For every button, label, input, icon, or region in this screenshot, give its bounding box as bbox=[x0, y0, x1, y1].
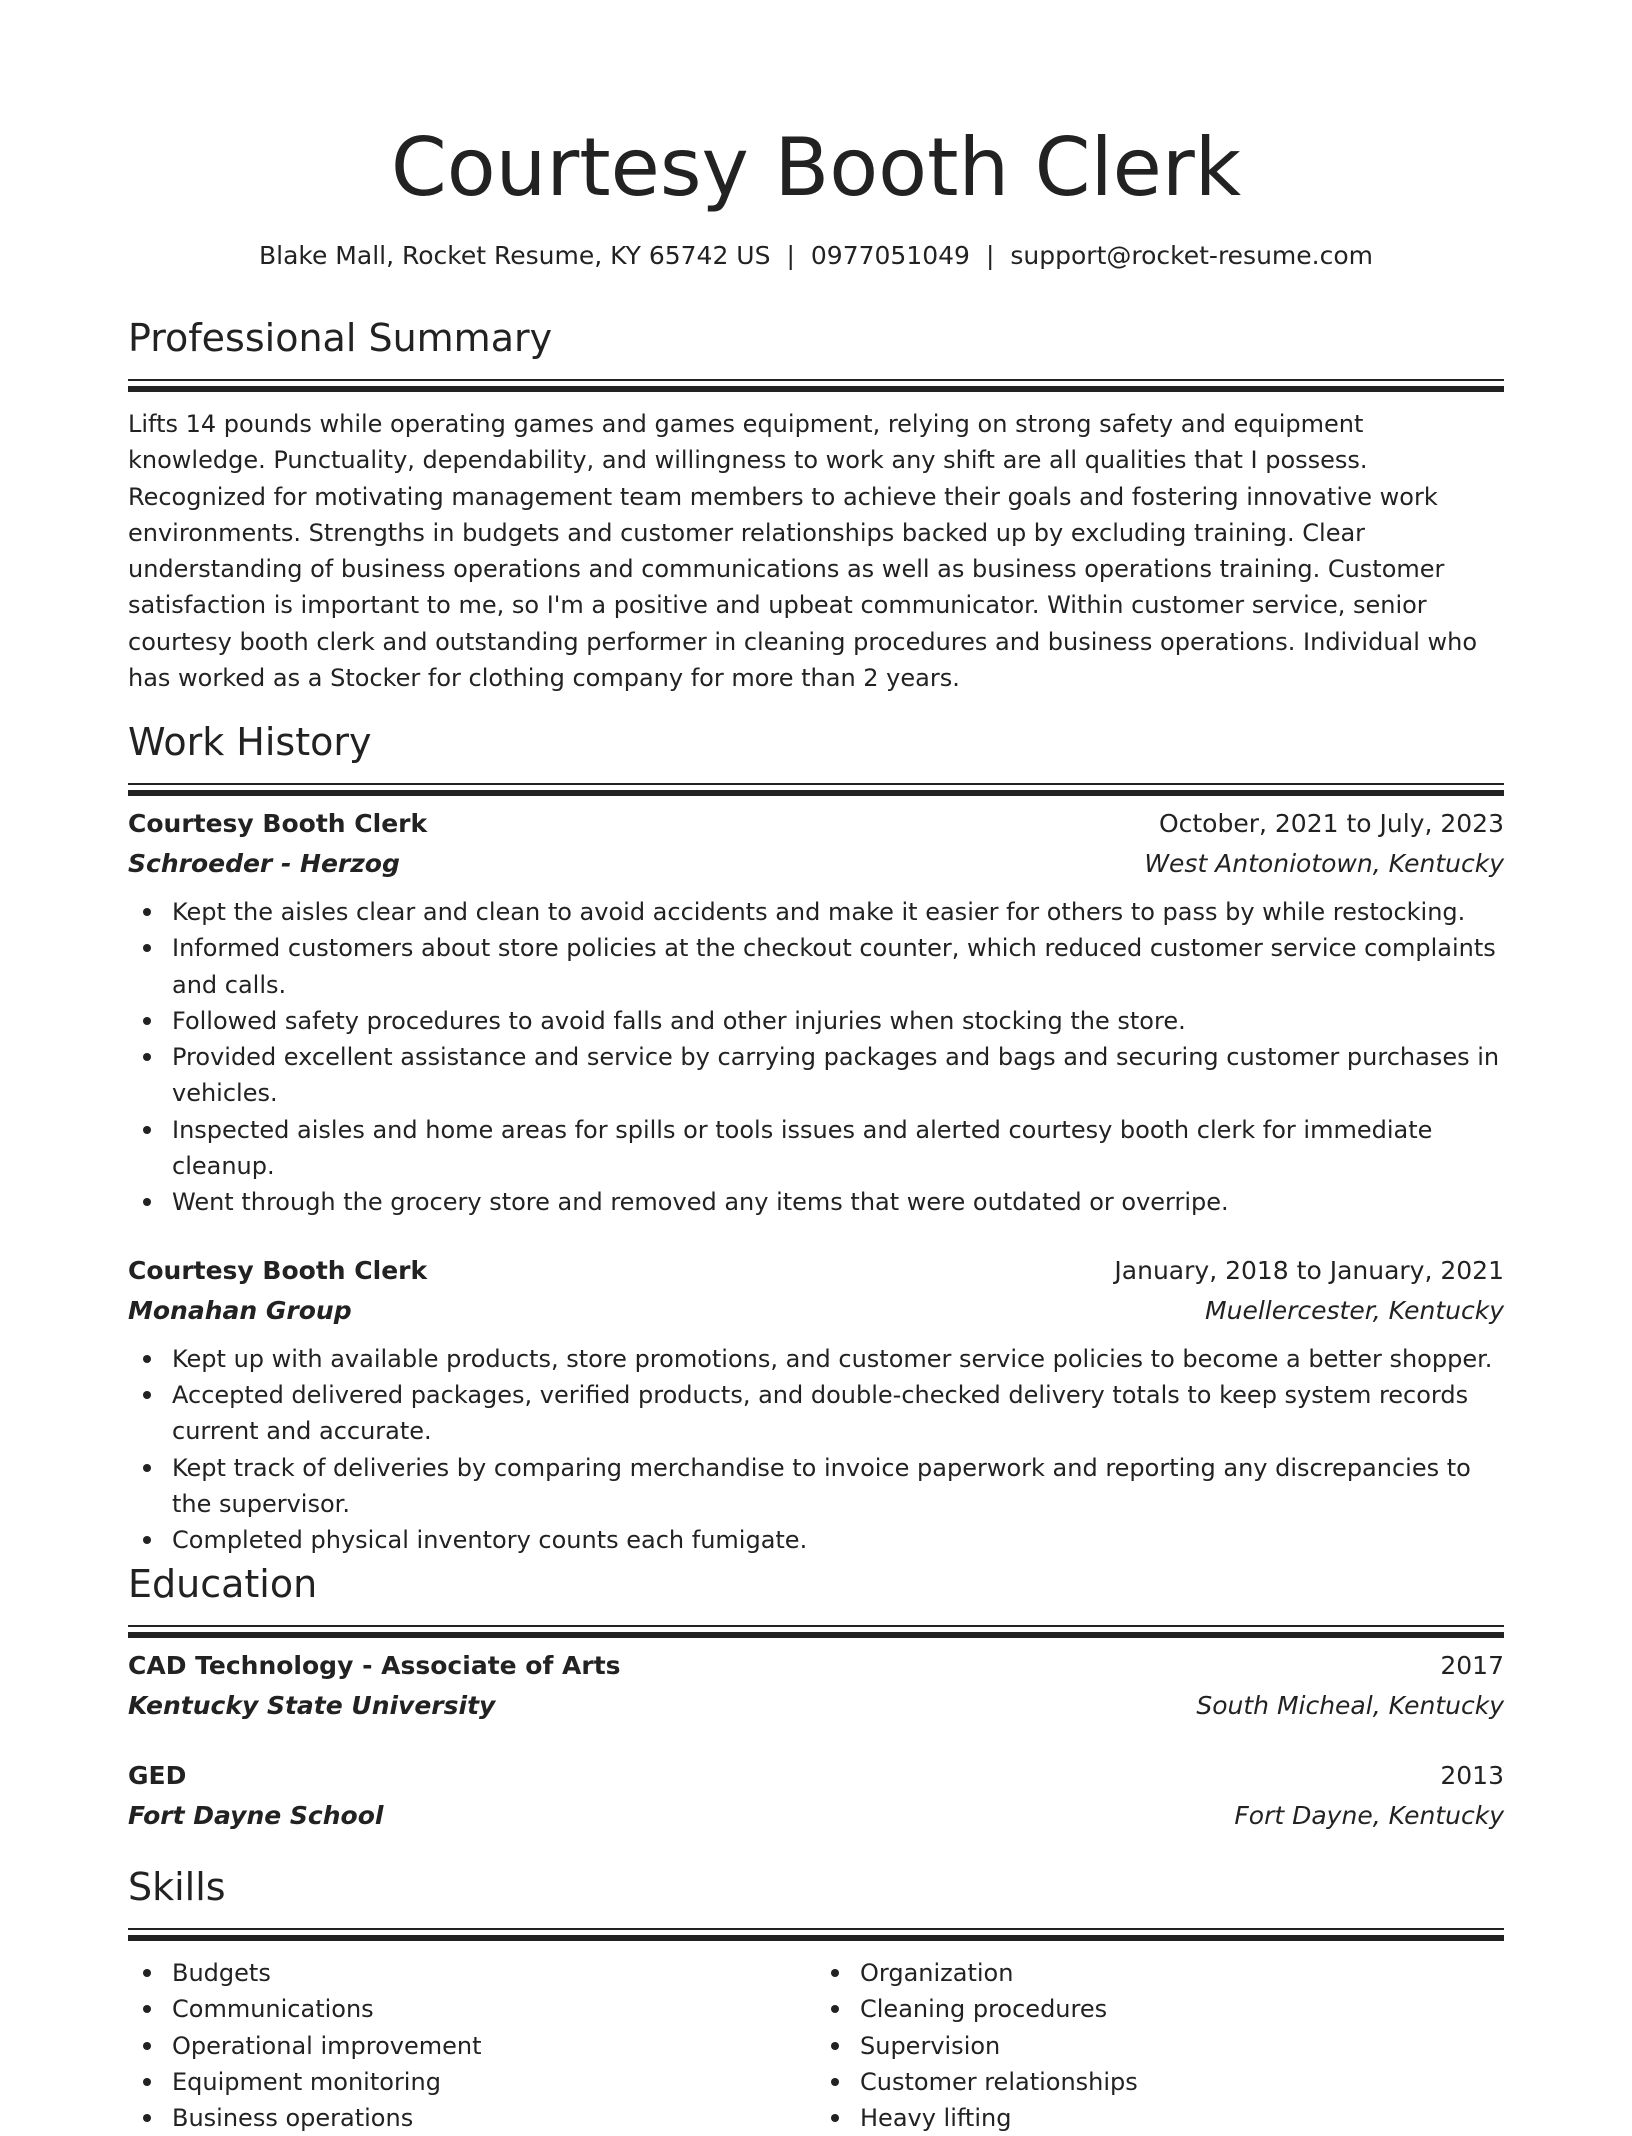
section-title-summary: Professional Summary bbox=[128, 316, 553, 360]
education-degree: CAD Technology - Associate of Arts bbox=[128, 1651, 621, 1680]
list-item: Inspected aisles and home areas for spills or tools issues and alerted courtesy booth clerk for immediate cleanup. bbox=[172, 1112, 1504, 1185]
job-dates: October, 2021 to July, 2023 bbox=[1158, 809, 1504, 838]
job-position: Courtesy Booth Clerk bbox=[128, 1255, 428, 1285]
list-item: Went through the grocery store and removed any items that were outdated or overripe. bbox=[172, 1184, 1504, 1220]
contact-address: Blake Mall, Rocket Resume, KY 65742 US bbox=[258, 241, 771, 270]
job-header-row bbox=[128, 804, 1504, 844]
skill-item: Budgets bbox=[172, 1955, 816, 1991]
job-bullets bbox=[128, 894, 1504, 1221]
education-degree-row bbox=[128, 1646, 1504, 1686]
education-location: Fort Dayne, Kentucky bbox=[1234, 1801, 1504, 1830]
contact-email: support@rocket-resume.com bbox=[1010, 241, 1374, 270]
section-rule bbox=[128, 379, 1504, 392]
section-title-skills: Skills bbox=[128, 1865, 226, 1909]
job-entry bbox=[128, 804, 1504, 1221]
list-item: Kept up with available products, store promotions, and customer service policies to become a better shopper. bbox=[172, 1341, 1504, 1377]
skills-list-left bbox=[128, 1955, 816, 2136]
job-dates: January, 2018 to January, 2021 bbox=[1114, 1255, 1504, 1285]
skill-item: Heavy lifting bbox=[860, 2100, 1504, 2136]
section-rule bbox=[128, 1625, 1504, 1638]
list-item: Accepted delivered packages, verified products, and double-checked delivery totals to keep system records current and accurate. bbox=[172, 1377, 1504, 1450]
education-entry bbox=[128, 1756, 1504, 1836]
summary-text: Lifts 14 pounds while operating games and games equipment, relying on strong safety and equipment knowledge. Punctuality, dependability, and willingness to work any shift are all qualities that I possess. Recognized for motivating management team members to achieve their goals and fostering innovative work environments. Strengths in budgets and customer relationships backed up by excluding training. Clear understanding of business operations and communications as well as business operations training. Customer satisfaction is important to me, so I'm a positive and upbeat communicator. Within customer service, senior courtesy booth clerk and outstanding performer in cleaning procedures and business operations. Individual who has worked as a Stocker for clothing company for more than 2 years. bbox=[128, 410, 1478, 693]
summary-section bbox=[128, 313, 1504, 696]
job-company: Schroeder - Herzog bbox=[128, 849, 400, 878]
education-school-row bbox=[128, 1686, 1504, 1726]
skill-item: Equipment monitoring bbox=[172, 2064, 816, 2100]
job-position: Courtesy Booth Clerk bbox=[128, 809, 428, 838]
education-school: Kentucky State University bbox=[128, 1691, 496, 1720]
list-item: Followed safety procedures to avoid falls and other injuries when stocking the store. bbox=[172, 1003, 1504, 1039]
section-rule bbox=[128, 783, 1504, 796]
job-company: Monahan Group bbox=[128, 1295, 352, 1325]
list-item: Provided excellent assistance and service by carrying packages and bags and securing customer purchases in vehicles. bbox=[172, 1039, 1504, 1112]
job-header-row bbox=[128, 1251, 1504, 1291]
education-degree: GED bbox=[128, 1761, 187, 1790]
contact-phone: 0977051049 bbox=[810, 241, 970, 270]
skills-list-right bbox=[816, 1955, 1504, 2136]
education-entry bbox=[128, 1646, 1504, 1726]
job-company-row bbox=[128, 844, 1504, 884]
skill-item: Operational improvement bbox=[172, 2028, 816, 2064]
skill-item: Cleaning procedures bbox=[860, 1991, 1504, 2027]
job-company-row bbox=[128, 1291, 1504, 1331]
skill-item: Supervision bbox=[860, 2028, 1504, 2064]
education-school-row bbox=[128, 1796, 1504, 1836]
skill-item: Business operations bbox=[172, 2100, 816, 2136]
job-entry bbox=[128, 1251, 1504, 1559]
list-item: Informed customers about store policies at the checkout counter, which reduced customer service complaints and calls. bbox=[172, 930, 1504, 1003]
contact-separator: | bbox=[985, 241, 995, 270]
skill-item: Organization bbox=[860, 1955, 1504, 1991]
skill-item: Customer relationships bbox=[860, 2064, 1504, 2100]
education-location: South Micheal, Kentucky bbox=[1196, 1691, 1504, 1720]
list-item: Kept the aisles clear and clean to avoid accidents and make it easier for others to pass by while restocking. bbox=[172, 894, 1504, 930]
resume-name: Courtesy Booth Clerk bbox=[390, 121, 1242, 214]
contact-separator: | bbox=[786, 241, 795, 270]
education-year: 2017 bbox=[1440, 1651, 1504, 1680]
skills-columns bbox=[128, 1955, 1504, 2136]
education-school: Fort Dayne School bbox=[128, 1801, 384, 1830]
job-location: Muellercester, Kentucky bbox=[1205, 1295, 1504, 1325]
list-item: Completed physical inventory counts each fumigate. bbox=[172, 1522, 1504, 1558]
section-rule bbox=[128, 1928, 1504, 1941]
education-year: 2013 bbox=[1440, 1761, 1504, 1790]
skills-section bbox=[128, 1862, 1504, 2136]
education-degree-row bbox=[128, 1756, 1504, 1796]
job-bullets bbox=[128, 1341, 1504, 1559]
section-title-education: Education bbox=[128, 1562, 318, 1606]
work-section bbox=[128, 717, 1504, 1558]
list-item: Kept track of deliveries by comparing merchandise to invoice paperwork and reporting any discrepancies to the supervisor. bbox=[172, 1450, 1504, 1523]
job-location: West Antoniotown, Kentucky bbox=[1144, 849, 1504, 878]
skill-item: Communications bbox=[172, 1991, 816, 2027]
education-section bbox=[128, 1559, 1504, 1836]
section-title-work: Work History bbox=[128, 720, 372, 764]
contact-line bbox=[128, 238, 1504, 274]
